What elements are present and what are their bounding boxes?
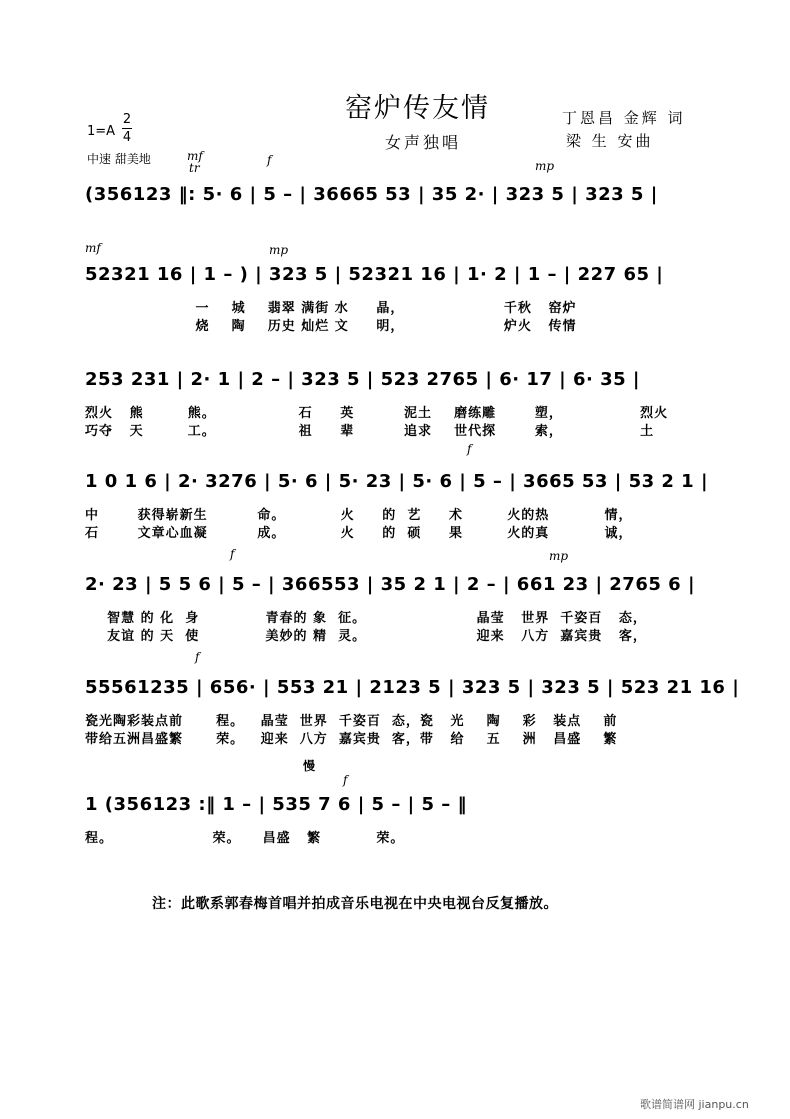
dynamic-mp: mp <box>549 549 569 563</box>
lyrics-verse-2: 巧夺 天 工。 祖 辈 追求 世代探 索， 土 <box>85 424 655 439</box>
trill-mark: tr <box>189 161 200 175</box>
song-subtitle: 女声独唱 <box>385 133 462 152</box>
song-title: 窑炉传友情 <box>345 93 490 124</box>
dynamic-f: f <box>267 153 272 167</box>
dynamic-f: f <box>195 650 200 664</box>
dynamic-mf: mf <box>187 149 203 163</box>
notes-line: 2· 23 | 5 5 6 | 5 – | 366553 | 35 2 1 | 2 – | 661 23 | 2765 6 | <box>85 574 696 595</box>
footnote: 注：此歌系郭春梅首唱并拍成音乐电视在中央电视台反复播放。 <box>152 896 558 912</box>
notes-line: 1 0 1 6 | 2· 3276 | 5· 6 | 5· 23 | 5· 6 | 5 – | 3665 53 | 53 2 1 | <box>85 471 709 492</box>
notes-line: 1 (356123 :‖ 1 – | 535 7 6 | 5 – | 5 – ‖ <box>85 794 468 815</box>
dynamic-mp: mp <box>535 159 555 173</box>
lyrics-verse-2: 石 文章心血凝 成。 火 的 硕 果 火的真 诚， <box>85 526 633 541</box>
site-watermark: 歌谱简谱网 jianpu.cn <box>640 1098 749 1111</box>
lyrics-verse-1: 烈火 熊 熊。 石 英 泥土 磨练雕 塑， 烈火 <box>85 406 669 421</box>
notes-line: 253 231 | 2· 1 | 2 – | 323 5 | 523 2765 | 6· 17 | 6· 35 | <box>85 369 640 390</box>
lyrics-verse-2: 烧 陶 历史 灿烂 文 明， 炉火 传情 <box>85 319 577 334</box>
tempo-marking: 中速 甜美地 <box>87 152 151 166</box>
time-signature-top: 2 <box>122 112 132 127</box>
key-signature: 1=A <box>87 124 116 139</box>
dynamic-mf: mf <box>85 241 101 255</box>
lyrics-verse-1: 智慧 的 化 身 青春的 象 征。 晶莹 世界 千姿百 态， <box>85 611 647 626</box>
lyrics-verse-1: 瓷光陶彩装点前 程。 晶莹 世界 千姿百 态，瓷 光 陶 彩 装点 前 <box>85 714 618 729</box>
dynamic-f: f <box>467 442 472 456</box>
notes-line: 52321 16 | 1 – ) | 323 5 | 52321 16 | 1· 2 | 1 – | 227 65 | <box>85 264 664 285</box>
tempo-slow: 慢 <box>303 759 316 773</box>
lyrics-verse-2: 带给五洲昌盛繁 荣。 迎来 八方 嘉宾贵 客，带 给 五 洲 昌盛 繁 <box>85 732 618 747</box>
lyricist-credit: 丁恩昌 金辉 词 <box>562 109 686 127</box>
time-signature <box>122 112 132 145</box>
lyrics-verse-1: 一 城 翡翠 满街 水 晶， 千秋 窑炉 <box>85 301 577 316</box>
notes-line: (356123 ‖: 5· 6 | 5 – | 36665 53 | 35 2· | 323 5 | 323 5 | <box>85 184 658 205</box>
lyrics-verse-1: 中 获得崭新生 命。 火 的 艺 术 火的热 情， <box>85 508 633 523</box>
lyrics-verse-1: 程。 荣。 昌盛 繁 荣。 <box>85 831 405 846</box>
dynamic-f: f <box>230 547 235 561</box>
time-signature-bottom: 4 <box>122 130 132 145</box>
lyrics-verse-2: 友谊 的 天 使 美妙的 精 灵。 迎来 八方 嘉宾贵 客， <box>85 629 647 644</box>
composer-credit: 梁 生 安曲 <box>566 132 654 150</box>
notes-line: 55561235 | 656· | 553 21 | 2123 5 | 323 5 | 323 5 | 523 21 16 | <box>85 677 740 698</box>
dynamic-mp: mp <box>269 243 289 257</box>
dynamic-f: f <box>343 773 348 787</box>
